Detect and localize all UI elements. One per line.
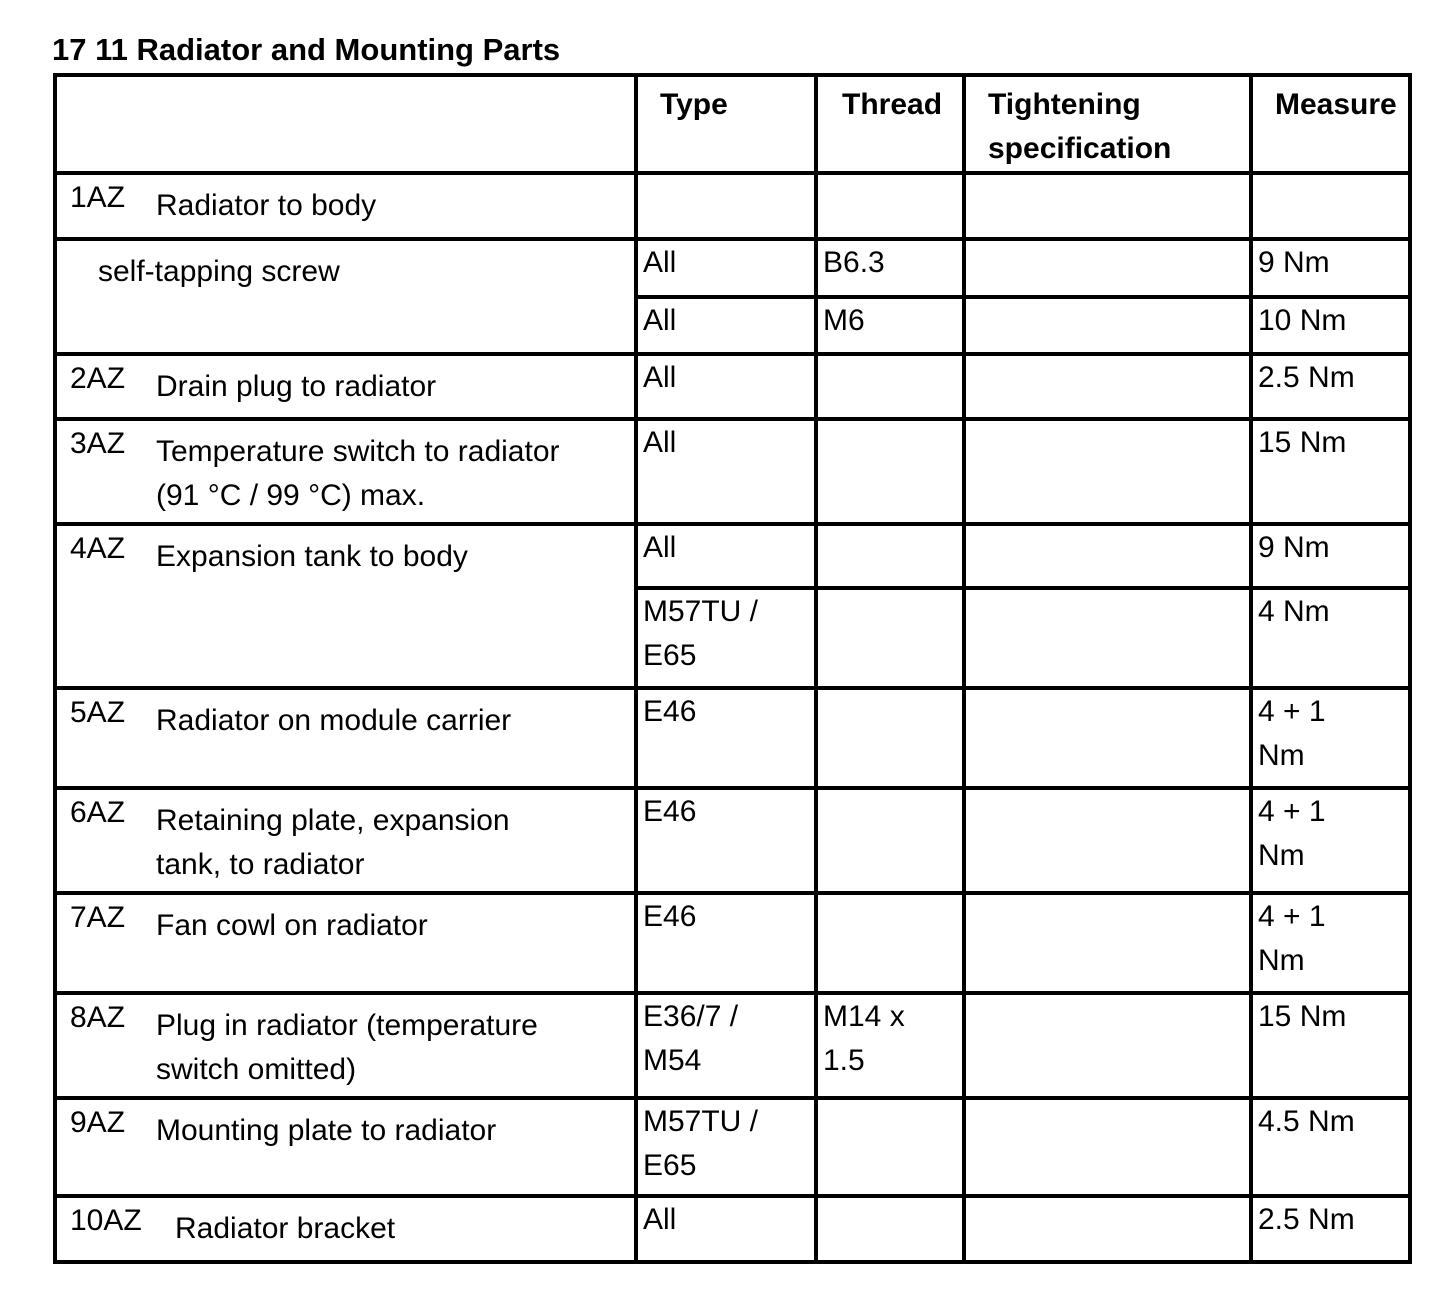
item-description: Plug in radiator (temperature switch omitted) xyxy=(156,1009,538,1086)
spec-cell xyxy=(964,239,1251,297)
item-code: 6AZ xyxy=(70,796,126,829)
spec-cell xyxy=(964,588,1251,688)
table-row xyxy=(55,524,1410,588)
item-description: Mounting plate to radiator xyxy=(156,1114,497,1147)
spec-cell xyxy=(964,419,1251,524)
type-cell: E46 xyxy=(636,788,816,893)
table-row xyxy=(55,788,1410,893)
table-header-row xyxy=(55,75,1410,173)
item-code: 1AZ xyxy=(70,181,126,214)
thread-cell xyxy=(816,354,964,419)
item-cell xyxy=(55,354,636,419)
header-thread: Thread xyxy=(816,75,964,173)
type-cell: M57TU / E65 xyxy=(636,588,816,688)
measure-cell: 4 + 1 Nm xyxy=(1251,788,1410,893)
item-code: 7AZ xyxy=(70,901,126,934)
measure-cell: 15 Nm xyxy=(1251,419,1410,524)
page-title: 17 11 Radiator and Mounting Parts xyxy=(52,32,561,67)
table-row xyxy=(55,173,1410,239)
spec-cell xyxy=(964,354,1251,419)
table-row xyxy=(55,993,1410,1098)
thread-cell xyxy=(816,524,964,588)
type-cell: All xyxy=(636,419,816,524)
item-code: 4AZ xyxy=(70,532,126,565)
header-type: Type xyxy=(636,75,816,173)
item-code: 5AZ xyxy=(70,696,126,729)
item-cell xyxy=(55,239,636,354)
type-cell: All xyxy=(636,524,816,588)
type-cell: All xyxy=(636,354,816,419)
thread-cell xyxy=(816,173,964,239)
spec-cell xyxy=(964,893,1251,993)
item-description: Radiator to body xyxy=(156,189,377,222)
item-description: Radiator bracket xyxy=(175,1212,396,1245)
item-code: 3AZ xyxy=(70,427,126,460)
item-cell xyxy=(55,893,636,993)
item-code: 8AZ xyxy=(70,1001,126,1034)
item-description: Retaining plate, expansion tank, to radiator xyxy=(156,804,510,881)
type-cell xyxy=(636,173,816,239)
thread-cell xyxy=(816,419,964,524)
item-cell xyxy=(55,524,636,688)
table-row xyxy=(55,893,1410,993)
thread-cell xyxy=(816,1196,964,1262)
spec-cell xyxy=(964,173,1251,239)
table-row xyxy=(55,1196,1410,1262)
item-cell xyxy=(55,173,636,239)
item-cell xyxy=(55,419,636,524)
table-row xyxy=(55,354,1410,419)
spec-cell xyxy=(964,788,1251,893)
type-cell: All xyxy=(636,1196,816,1262)
thread-cell xyxy=(816,893,964,993)
thread-cell xyxy=(816,788,964,893)
spec-cell xyxy=(964,1196,1251,1262)
item-description: Radiator on module carrier xyxy=(156,704,512,737)
thread-cell: M6 xyxy=(816,297,964,354)
item-description: Fan cowl on radiator xyxy=(156,909,428,942)
item-cell xyxy=(55,993,636,1098)
thread-cell: B6.3 xyxy=(816,239,964,297)
spec-cell xyxy=(964,524,1251,588)
type-cell: All xyxy=(636,297,816,354)
spec-cell xyxy=(964,688,1251,788)
measure-cell: 4 + 1 Nm xyxy=(1251,893,1410,993)
measure-cell: 4 Nm xyxy=(1251,588,1410,688)
measure-cell: 4 + 1 Nm xyxy=(1251,688,1410,788)
measure-cell: 15 Nm xyxy=(1251,993,1410,1098)
spec-cell xyxy=(964,993,1251,1098)
header-item xyxy=(55,75,636,173)
measure-cell xyxy=(1251,173,1410,239)
item-description: self-tapping screw xyxy=(98,255,340,288)
type-cell: All xyxy=(636,239,816,297)
item-cell xyxy=(55,788,636,893)
header-tightening-specification: Tightening specification xyxy=(964,75,1251,173)
item-description: Drain plug to radiator xyxy=(156,370,437,403)
type-cell: E46 xyxy=(636,893,816,993)
table-row xyxy=(55,688,1410,788)
measure-cell: 10 Nm xyxy=(1251,297,1410,354)
header-measure: Measure xyxy=(1251,75,1410,173)
type-cell: M57TU / E65 xyxy=(636,1098,816,1196)
measure-cell: 2.5 Nm xyxy=(1251,354,1410,419)
measure-cell: 4.5 Nm xyxy=(1251,1098,1410,1196)
table-row xyxy=(55,1098,1410,1196)
item-code: 9AZ xyxy=(70,1106,126,1139)
thread-cell xyxy=(816,1098,964,1196)
item-description: Expansion tank to body xyxy=(156,540,468,573)
item-cell xyxy=(55,1098,636,1196)
table-row xyxy=(55,239,1410,297)
thread-cell xyxy=(816,688,964,788)
thread-cell: M14 x 1.5 xyxy=(816,993,964,1098)
measure-cell: 9 Nm xyxy=(1251,239,1410,297)
measure-cell: 2.5 Nm xyxy=(1251,1196,1410,1262)
item-code: 2AZ xyxy=(70,362,126,395)
type-cell: E36/7 / M54 xyxy=(636,993,816,1098)
table-row xyxy=(55,419,1410,524)
torque-spec-table xyxy=(53,73,1412,1264)
type-cell: E46 xyxy=(636,688,816,788)
spec-cell xyxy=(964,1098,1251,1196)
item-cell xyxy=(55,688,636,788)
item-code: 10AZ xyxy=(70,1204,142,1237)
spec-cell xyxy=(964,297,1251,354)
item-description: Temperature switch to radiator (91 °C / 99 °C) max. xyxy=(156,435,560,512)
thread-cell xyxy=(816,588,964,688)
measure-cell: 9 Nm xyxy=(1251,524,1410,588)
item-cell xyxy=(55,1196,636,1262)
